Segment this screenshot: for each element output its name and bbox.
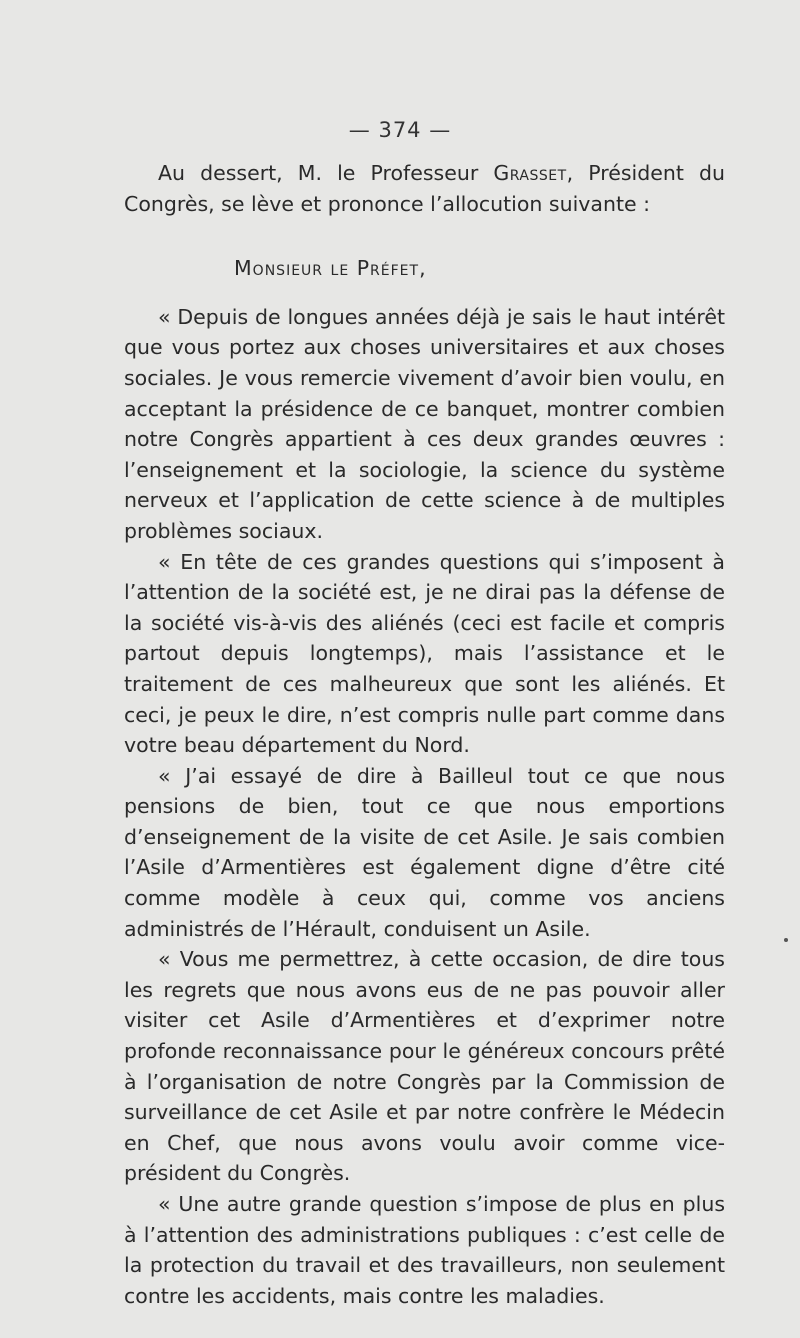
intro-text-start: Au dessert, M. le Professeur [158, 161, 494, 185]
intro-paragraph [124, 158, 725, 219]
body-text [124, 158, 725, 1311]
intro-text-end: , Président du Congrès, se lève et prononce l’allocution suivante : [124, 161, 725, 216]
salutation: Monsieur le Préfet, [234, 256, 427, 281]
speech-paragraph-5: « Une autre grande question s’impose de plus en plus à l’attention des administrations publiques : c’est celle de la protection du travail et des travailleurs, non seulement contre les accidents, mais contre les maladies. [124, 1192, 725, 1308]
paper-speck [784, 938, 788, 942]
page-number: — 374 — [348, 118, 452, 142]
speech-paragraph-3: « J’ai essayé de dire à Bailleul tout ce que nous pensions de bien, tout ce que nous emportions d’enseignement de la visite de cet Asile. Je sais combien l’Asile d’Armentières est également digne d’être cité comme modèle à ceux qui, comme vos anciens administrés de l’Hérault, conduisent un Asile. [124, 763, 725, 941]
speech-paragraph-4: « Vous me permettrez, à cette occasion, de dire tous les regrets que nous avons eus de ne pas pouvoir aller visiter cet Asile d’Armentières et d’exprimer notre profonde reconnaissance pour le généreux concours prêté à l’organisation de notre Congrès par la Commission de surveillance de cet Asile et par notre confrère le Médecin en Chef, que nous avons voulu avoir comme vice-président du Congrès. [124, 947, 725, 1186]
speech-paragraph-1: « Depuis de longues années déjà je sais le haut intérêt que vous portez aux choses universitaires et aux choses sociales. Je vous remercie vivement d’avoir bien voulu, en acceptant la présidence de ce banquet, montrer combien notre Congrès appartient à ces deux grandes œuvres : l’enseignement et la sociologie, la science du système nerveux et l’application de cette science à de multiples problèmes sociaux. [124, 304, 725, 543]
speaker-name: Grasset [493, 161, 567, 185]
speech-paragraph-2: « En tête de ces grandes questions qui s’imposent à l’attention de la société est, je ne dirai pas la défense de la société vis-à-vis des aliénés (ceci est facile et compris partout depuis longtemps), mais l’assistance et le traitement de ces malheureux que sont les aliénés. Et ceci, je peux le dire, n’est compris nulle part comme dans votre beau département du Nord. [124, 549, 725, 758]
